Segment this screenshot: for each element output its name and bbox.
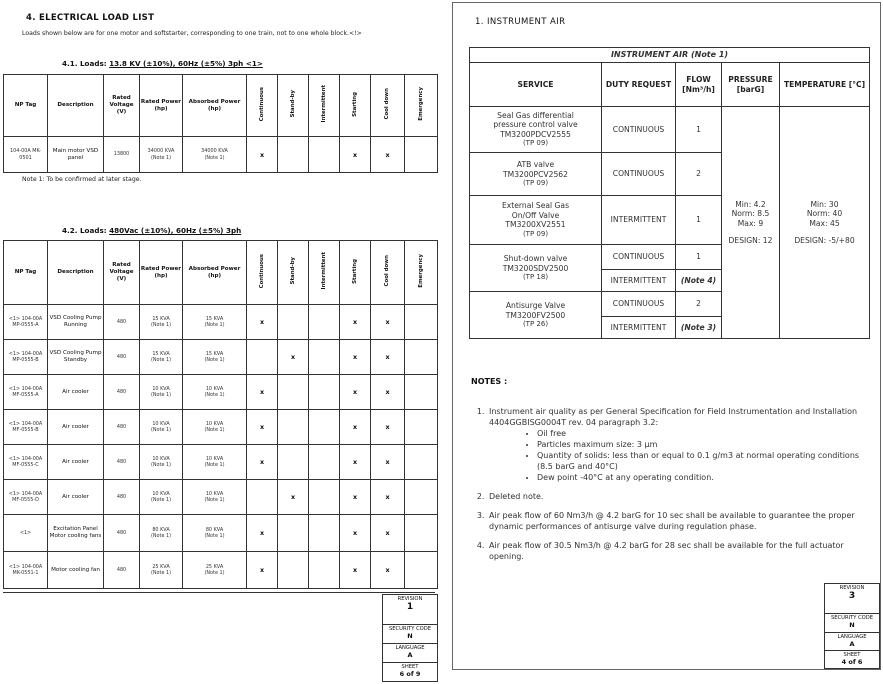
mode-mark-start: x <box>340 552 371 589</box>
duty-request-cell: CONTINUOUS <box>602 107 676 153</box>
description-cell: Motor cooling fan <box>48 552 104 589</box>
power-note: (Note 1) <box>150 154 172 161</box>
duty-request-cell: INTERMITTENT <box>602 196 676 245</box>
note-bullet: • Dew point -40°C at any operating condition. <box>537 472 877 483</box>
flow-cell: 2 <box>676 292 722 317</box>
np-tag-cell: <1> 104-00A MP-0555-A <box>4 305 48 340</box>
col-header-continuous: Continuous <box>258 253 265 289</box>
description-cell: Air cooler <box>48 480 104 515</box>
mode-mark-stby <box>278 137 309 173</box>
security-code-label: SECURITY CODE <box>830 615 874 621</box>
col-header-rated-voltage: Rated Voltage (V) <box>104 241 140 305</box>
power-value: 25 KVA <box>205 563 224 570</box>
mode-mark-stby: x <box>278 480 309 515</box>
col-header-service: SERVICE <box>470 63 602 107</box>
flow-cell: 1 <box>676 196 722 245</box>
mode-mark-emerg <box>405 552 438 589</box>
flow-cell: 1 <box>676 245 722 270</box>
service-line: ATB valve <box>516 160 555 170</box>
mode-mark-inter <box>309 340 340 375</box>
mode-mark-inter <box>309 137 340 173</box>
service-cell <box>470 107 602 153</box>
service-line: TM3200PCV2562 <box>503 169 568 179</box>
subsection-spec: 13.8 KV (±10%), 60Hz (±5%) 3ph <1> <box>109 59 263 68</box>
power-value: 10 KVA <box>205 385 224 392</box>
title-block <box>382 594 438 682</box>
rated-power-cell <box>140 340 183 375</box>
service-cell <box>470 196 602 245</box>
sheet-label: SHEET <box>401 664 419 670</box>
mode-mark-start: x <box>340 137 371 173</box>
power-value: 15 KVA <box>152 350 170 357</box>
power-value: 10 KVA <box>152 385 170 392</box>
service-line: pressure control valve <box>493 120 578 130</box>
np-tag-cell: <1> <box>4 515 48 552</box>
mode-mark-emerg <box>405 515 438 552</box>
service-line: TM3200PDCV2555 <box>500 129 571 139</box>
power-value: 15 KVA <box>205 315 224 322</box>
col-header-absorbed-power: Absorbed Power (hp) <box>183 75 247 137</box>
table-row <box>4 340 438 375</box>
mode-mark-cool: x <box>371 480 405 515</box>
flow-cell: 2 <box>676 153 722 196</box>
mode-mark-inter <box>309 480 340 515</box>
absorbed-power-cell <box>183 340 247 375</box>
service-line: (TP 18) <box>522 273 549 282</box>
power-value: 10 KVA <box>205 490 224 497</box>
revision-value: 1 <box>406 602 414 612</box>
mode-mark-cont: x <box>247 515 278 552</box>
col-header-temperature: TEMPERATURE [°C] <box>780 63 870 107</box>
temperature-cell <box>780 107 870 339</box>
power-note: (Note 1) <box>204 533 225 539</box>
description-cell: Air cooler <box>48 375 104 410</box>
electrical-load-list-sheet <box>0 0 438 684</box>
mode-mark-stby <box>278 410 309 445</box>
rated-voltage-cell: 480 <box>104 445 140 480</box>
mode-mark-stby <box>278 375 309 410</box>
note-item <box>487 491 877 502</box>
mode-mark-cool: x <box>371 445 405 480</box>
note-item <box>487 510 877 532</box>
col-header-starting: Starting <box>351 258 358 284</box>
note-item <box>487 540 877 562</box>
rated-power-cell <box>140 137 183 173</box>
mode-mark-emerg <box>405 137 438 173</box>
mode-mark-inter <box>309 305 340 340</box>
col-header-standby: Stand-by <box>289 257 296 285</box>
table-row <box>4 552 438 589</box>
description-cell: Main motor VSD panel <box>48 137 104 173</box>
absorbed-power-cell <box>183 445 247 480</box>
mode-mark-cool: x <box>371 340 405 375</box>
col-header-intermittent: Intermittent <box>320 252 327 290</box>
np-tag-cell: <1> 104-00A MK-0551-1 <box>4 552 48 589</box>
table-row <box>4 375 438 410</box>
description-cell: Air cooler <box>48 410 104 445</box>
power-value: 10 KVA <box>152 490 170 497</box>
mode-mark-stby <box>278 552 309 589</box>
mode-mark-cool: x <box>371 305 405 340</box>
col-header-np-tag: NP Tag <box>4 75 48 137</box>
col-header-emergency: Emergency <box>417 87 424 121</box>
mode-mark-start: x <box>340 305 371 340</box>
instrument-air-table <box>469 47 870 339</box>
subsection-prefix: 4.1. Loads: <box>62 59 110 68</box>
rated-voltage-cell: 480 <box>104 410 140 445</box>
mode-mark-stby <box>278 305 309 340</box>
instrument-air-sheet <box>452 2 881 670</box>
security-code-value: N <box>407 632 413 640</box>
mode-mark-cont: x <box>247 552 278 589</box>
security-code-label: SECURITY CODE <box>388 626 432 632</box>
mode-mark-start: x <box>340 410 371 445</box>
duty-request-cell: CONTINUOUS <box>602 292 676 317</box>
mode-mark-start: x <box>340 515 371 552</box>
mode-mark-inter <box>309 410 340 445</box>
intro-text: Loads shown below are for one motor and softstarter, corresponding to one train, not to one whole block.<!> <box>22 30 362 37</box>
power-note: (Note 1) <box>204 427 225 433</box>
service-cell <box>470 292 602 339</box>
np-tag-cell: <1> 104-00A MF-0555-C <box>4 445 48 480</box>
note-text: Deleted note. <box>489 492 544 502</box>
mode-mark-inter <box>309 515 340 552</box>
mode-mark-inter <box>309 445 340 480</box>
note-bullet: • Particles maximum size: 3 μm <box>537 439 877 450</box>
power-note: (Note 1) <box>150 392 172 398</box>
table-row <box>4 445 438 480</box>
mode-mark-cont: x <box>247 410 278 445</box>
rated-voltage-cell: 480 <box>104 480 140 515</box>
rated-voltage-cell: 480 <box>104 340 140 375</box>
power-note: (Note 1) <box>150 497 172 503</box>
power-note: (Note 1) <box>150 533 172 539</box>
power-note: (Note 1) <box>150 462 172 468</box>
mode-mark-emerg <box>405 410 438 445</box>
col-header-rated-power: Rated Power (hp) <box>140 241 183 305</box>
temperature-line: DESIGN: -5/+80 <box>794 235 855 245</box>
absorbed-power-cell <box>183 137 247 173</box>
power-note: (Note 1) <box>150 427 172 433</box>
mode-mark-emerg <box>405 480 438 515</box>
title-block <box>824 583 880 669</box>
service-line: Seal Gas differential <box>497 110 574 120</box>
rated-voltage-cell: 480 <box>104 552 140 589</box>
notes-heading: NOTES : <box>471 377 508 386</box>
note-item <box>487 406 877 483</box>
service-line: External Seal Gas <box>501 201 570 211</box>
section-title: 1. INSTRUMENT AIR <box>475 17 566 27</box>
power-note: (Note 1) <box>204 392 225 398</box>
pressure-line <box>724 228 777 236</box>
subsection-prefix: 4.2. Loads: <box>62 226 110 235</box>
revision-label: REVISION <box>839 585 865 591</box>
mode-mark-cool: x <box>371 515 405 552</box>
language-label: LANGUAGE <box>395 645 425 651</box>
table-row <box>4 305 438 340</box>
description-cell: VSD Cooling Pump Running <box>48 305 104 340</box>
power-note: (Note 1) <box>204 322 225 328</box>
language-value: A <box>849 640 855 648</box>
note-bullets <box>489 428 877 483</box>
flow-note-cell: (Note 3) <box>676 317 722 339</box>
table-row <box>4 410 438 445</box>
mode-mark-start: x <box>340 340 371 375</box>
power-value: 15 KVA <box>152 315 170 322</box>
table-row <box>4 137 438 173</box>
note-1: Note 1: To be confirmed at later stage. <box>22 176 142 183</box>
loads-table-13-8kv <box>3 74 438 173</box>
col-header-description: Description <box>48 241 104 305</box>
service-line: TM3200XV2551 <box>505 220 566 230</box>
mode-mark-cont: x <box>247 137 278 173</box>
mode-mark-inter <box>309 552 340 589</box>
absorbed-power-cell <box>183 480 247 515</box>
sheet-bottom-rule <box>3 592 435 593</box>
rated-power-cell <box>140 375 183 410</box>
revision-value: 3 <box>848 591 856 601</box>
absorbed-power-cell <box>183 552 247 589</box>
note-text: Air peak flow of 60 Nm3/h @ 4.2 barG for 10 sec shall be available to guarantee the proper dynamic performances of antisurge valve during regulation phase. <box>489 511 855 532</box>
col-header-rated-voltage: Rated Voltage (V) <box>104 75 140 137</box>
table-row <box>470 107 870 153</box>
np-tag-cell: <1> 104-00A MF-0555-A <box>4 375 48 410</box>
rated-voltage-cell: 480 <box>104 515 140 552</box>
description-cell: Air cooler <box>48 445 104 480</box>
table-caption: INSTRUMENT AIR (Note 1) <box>470 48 870 63</box>
mode-mark-emerg <box>405 305 438 340</box>
language-label: LANGUAGE <box>837 634 867 640</box>
duty-request-cell: CONTINUOUS <box>602 245 676 270</box>
service-line: (TP 09) <box>522 139 549 148</box>
rated-power-cell <box>140 305 183 340</box>
mode-mark-stby: x <box>278 340 309 375</box>
mode-mark-cool: x <box>371 137 405 173</box>
rated-power-cell <box>140 480 183 515</box>
service-line: TM3200FV2500 <box>505 310 566 320</box>
mode-mark-emerg <box>405 445 438 480</box>
mode-mark-emerg <box>405 375 438 410</box>
mode-mark-cont: x <box>247 305 278 340</box>
power-value: 15 KVA <box>205 350 224 357</box>
note-text: Air peak flow of 30.5 Nm3/h @ 4.2 barG for 28 sec shall be available for the full actuator opening. <box>489 541 844 562</box>
col-header-intermittent: Intermittent <box>320 85 327 123</box>
service-line: Antisurge Valve <box>505 301 566 311</box>
service-cell <box>470 245 602 292</box>
mode-mark-stby <box>278 515 309 552</box>
mode-mark-start: x <box>340 445 371 480</box>
mode-mark-cont <box>247 340 278 375</box>
col-header-absorbed-power: Absorbed Power (hp) <box>183 241 247 305</box>
service-line: (TP 09) <box>522 179 549 188</box>
power-value: 10 KVA <box>152 420 170 427</box>
power-note: (Note 1) <box>150 322 172 328</box>
section-title: 4. ELECTRICAL LOAD LIST <box>26 13 155 23</box>
col-header-rated-power: Rated Power (hp) <box>140 75 183 137</box>
mode-mark-inter <box>309 375 340 410</box>
np-tag-cell: <1> 104-00A MF-0555-B <box>4 410 48 445</box>
subsection-4-1-heading <box>62 59 263 68</box>
col-header-cooldown: Cool down <box>384 88 391 120</box>
mode-mark-start: x <box>340 480 371 515</box>
security-code-value: N <box>849 621 855 629</box>
mode-mark-cont: x <box>247 375 278 410</box>
service-line: TM3200SDV2500 <box>502 263 569 273</box>
pressure-line: Max: 9 <box>737 218 764 228</box>
table-header-row <box>4 75 438 137</box>
subsection-4-2-heading <box>62 226 241 235</box>
table-row <box>4 515 438 552</box>
pressure-line: Norm: 8.5 <box>731 209 770 219</box>
col-header-cooldown: Cool down <box>384 255 391 287</box>
mode-mark-start: x <box>340 375 371 410</box>
np-tag-cell: <1> 104-00A MP-0555-B <box>4 340 48 375</box>
service-line: Shut-down valve <box>503 254 568 264</box>
power-note: (Note 1) <box>204 497 225 503</box>
np-tag-cell: 104-00A MK-0501 <box>4 137 48 173</box>
power-value: 80 KVA <box>205 526 224 533</box>
temperature-line: Max: 45 <box>809 218 840 228</box>
flow-cell: 1 <box>676 107 722 153</box>
note-bullet: • Quantity of solids: less than or equal to 0.1 g/m3 at normal operating conditions (8.5 barG and 40°C) <box>537 450 877 472</box>
table-row <box>4 480 438 515</box>
table-header-row <box>4 241 438 305</box>
mode-mark-cont <box>247 480 278 515</box>
temperature-line <box>782 228 867 236</box>
language-value: A <box>407 651 413 659</box>
mode-mark-cool: x <box>371 552 405 589</box>
service-line: (TP 26) <box>522 320 549 329</box>
pressure-cell <box>722 107 780 339</box>
duty-request-cell: CONTINUOUS <box>602 153 676 196</box>
power-value: 10 KVA <box>205 455 224 462</box>
np-tag-cell: <1> 104-00A MF-0555-D <box>4 480 48 515</box>
mode-mark-cool: x <box>371 410 405 445</box>
notes-list <box>471 406 877 570</box>
power-note: (Note 1) <box>204 357 225 363</box>
power-value: 10 KVA <box>152 455 170 462</box>
loads-table-480v <box>3 240 438 589</box>
power-value: 25 KVA <box>152 563 170 570</box>
mode-mark-stby <box>278 445 309 480</box>
revision-label: REVISION <box>397 596 423 602</box>
absorbed-power-cell <box>183 410 247 445</box>
duty-request-cell: INTERMITTENT <box>602 270 676 292</box>
description-cell: VSD Cooling Pump Standby <box>48 340 104 375</box>
rated-power-cell <box>140 515 183 552</box>
col-header-continuous: Continuous <box>258 86 265 122</box>
rated-voltage-cell: 13800 <box>104 137 140 173</box>
power-value: 34000 KVA <box>147 148 175 155</box>
power-value: 80 KVA <box>152 526 170 533</box>
service-cell <box>470 153 602 196</box>
power-note: (Note 1) <box>204 154 225 161</box>
sheet-number: 4 of 6 <box>841 658 863 666</box>
absorbed-power-cell <box>183 375 247 410</box>
note-text: Instrument air quality as per General Specification for Field Instrumentation and Installation 4404GGBISG0004T rev. 04 paragraph 3.2: <box>489 407 858 428</box>
col-header-emergency: Emergency <box>417 254 424 288</box>
col-header-description: Description <box>48 75 104 137</box>
power-note: (Note 1) <box>150 357 172 363</box>
rated-power-cell <box>140 552 183 589</box>
col-header-standby: Stand-by <box>289 90 296 118</box>
mode-mark-emerg <box>405 340 438 375</box>
flow-note-cell: (Note 4) <box>676 270 722 292</box>
col-header-np-tag: NP Tag <box>4 241 48 305</box>
power-value: 10 KVA <box>205 420 224 427</box>
description-cell: Excitation Panel Motor cooling fans <box>48 515 104 552</box>
power-value: 34000 KVA <box>201 148 228 155</box>
col-header-flow: FLOW [Nm³/h] <box>676 63 722 107</box>
pressure-line: DESIGN: 12 <box>728 235 773 245</box>
rated-voltage-cell: 480 <box>104 305 140 340</box>
mode-mark-cool: x <box>371 375 405 410</box>
table-header-row <box>470 63 870 107</box>
absorbed-power-cell <box>183 305 247 340</box>
duty-request-cell: INTERMITTENT <box>602 317 676 339</box>
pressure-line: Min: 4.2 <box>735 199 766 209</box>
mode-mark-cont: x <box>247 445 278 480</box>
sheet-number: 6 of 9 <box>399 670 421 678</box>
sheet-label: SHEET <box>843 652 861 658</box>
rated-voltage-cell: 480 <box>104 375 140 410</box>
note-bullet: • Oil free <box>537 428 877 439</box>
power-note: (Note 1) <box>150 570 172 576</box>
rated-power-cell <box>140 445 183 480</box>
col-header-starting: Starting <box>351 91 358 117</box>
col-header-duty-request: DUTY REQUEST <box>602 63 676 107</box>
rated-power-cell <box>140 410 183 445</box>
absorbed-power-cell <box>183 515 247 552</box>
power-note: (Note 1) <box>204 570 225 576</box>
service-line: (TP 09) <box>522 229 549 238</box>
service-line: On/Off Valve <box>511 210 560 220</box>
power-note: (Note 1) <box>204 462 225 468</box>
subsection-spec: 480Vac (±10%), 60Hz (±5%) 3ph <box>109 226 242 235</box>
col-header-pressure: PRESSURE [barG] <box>722 63 780 107</box>
temperature-line: Norm: 40 <box>806 209 843 219</box>
temperature-line: Min: 30 <box>810 199 839 209</box>
